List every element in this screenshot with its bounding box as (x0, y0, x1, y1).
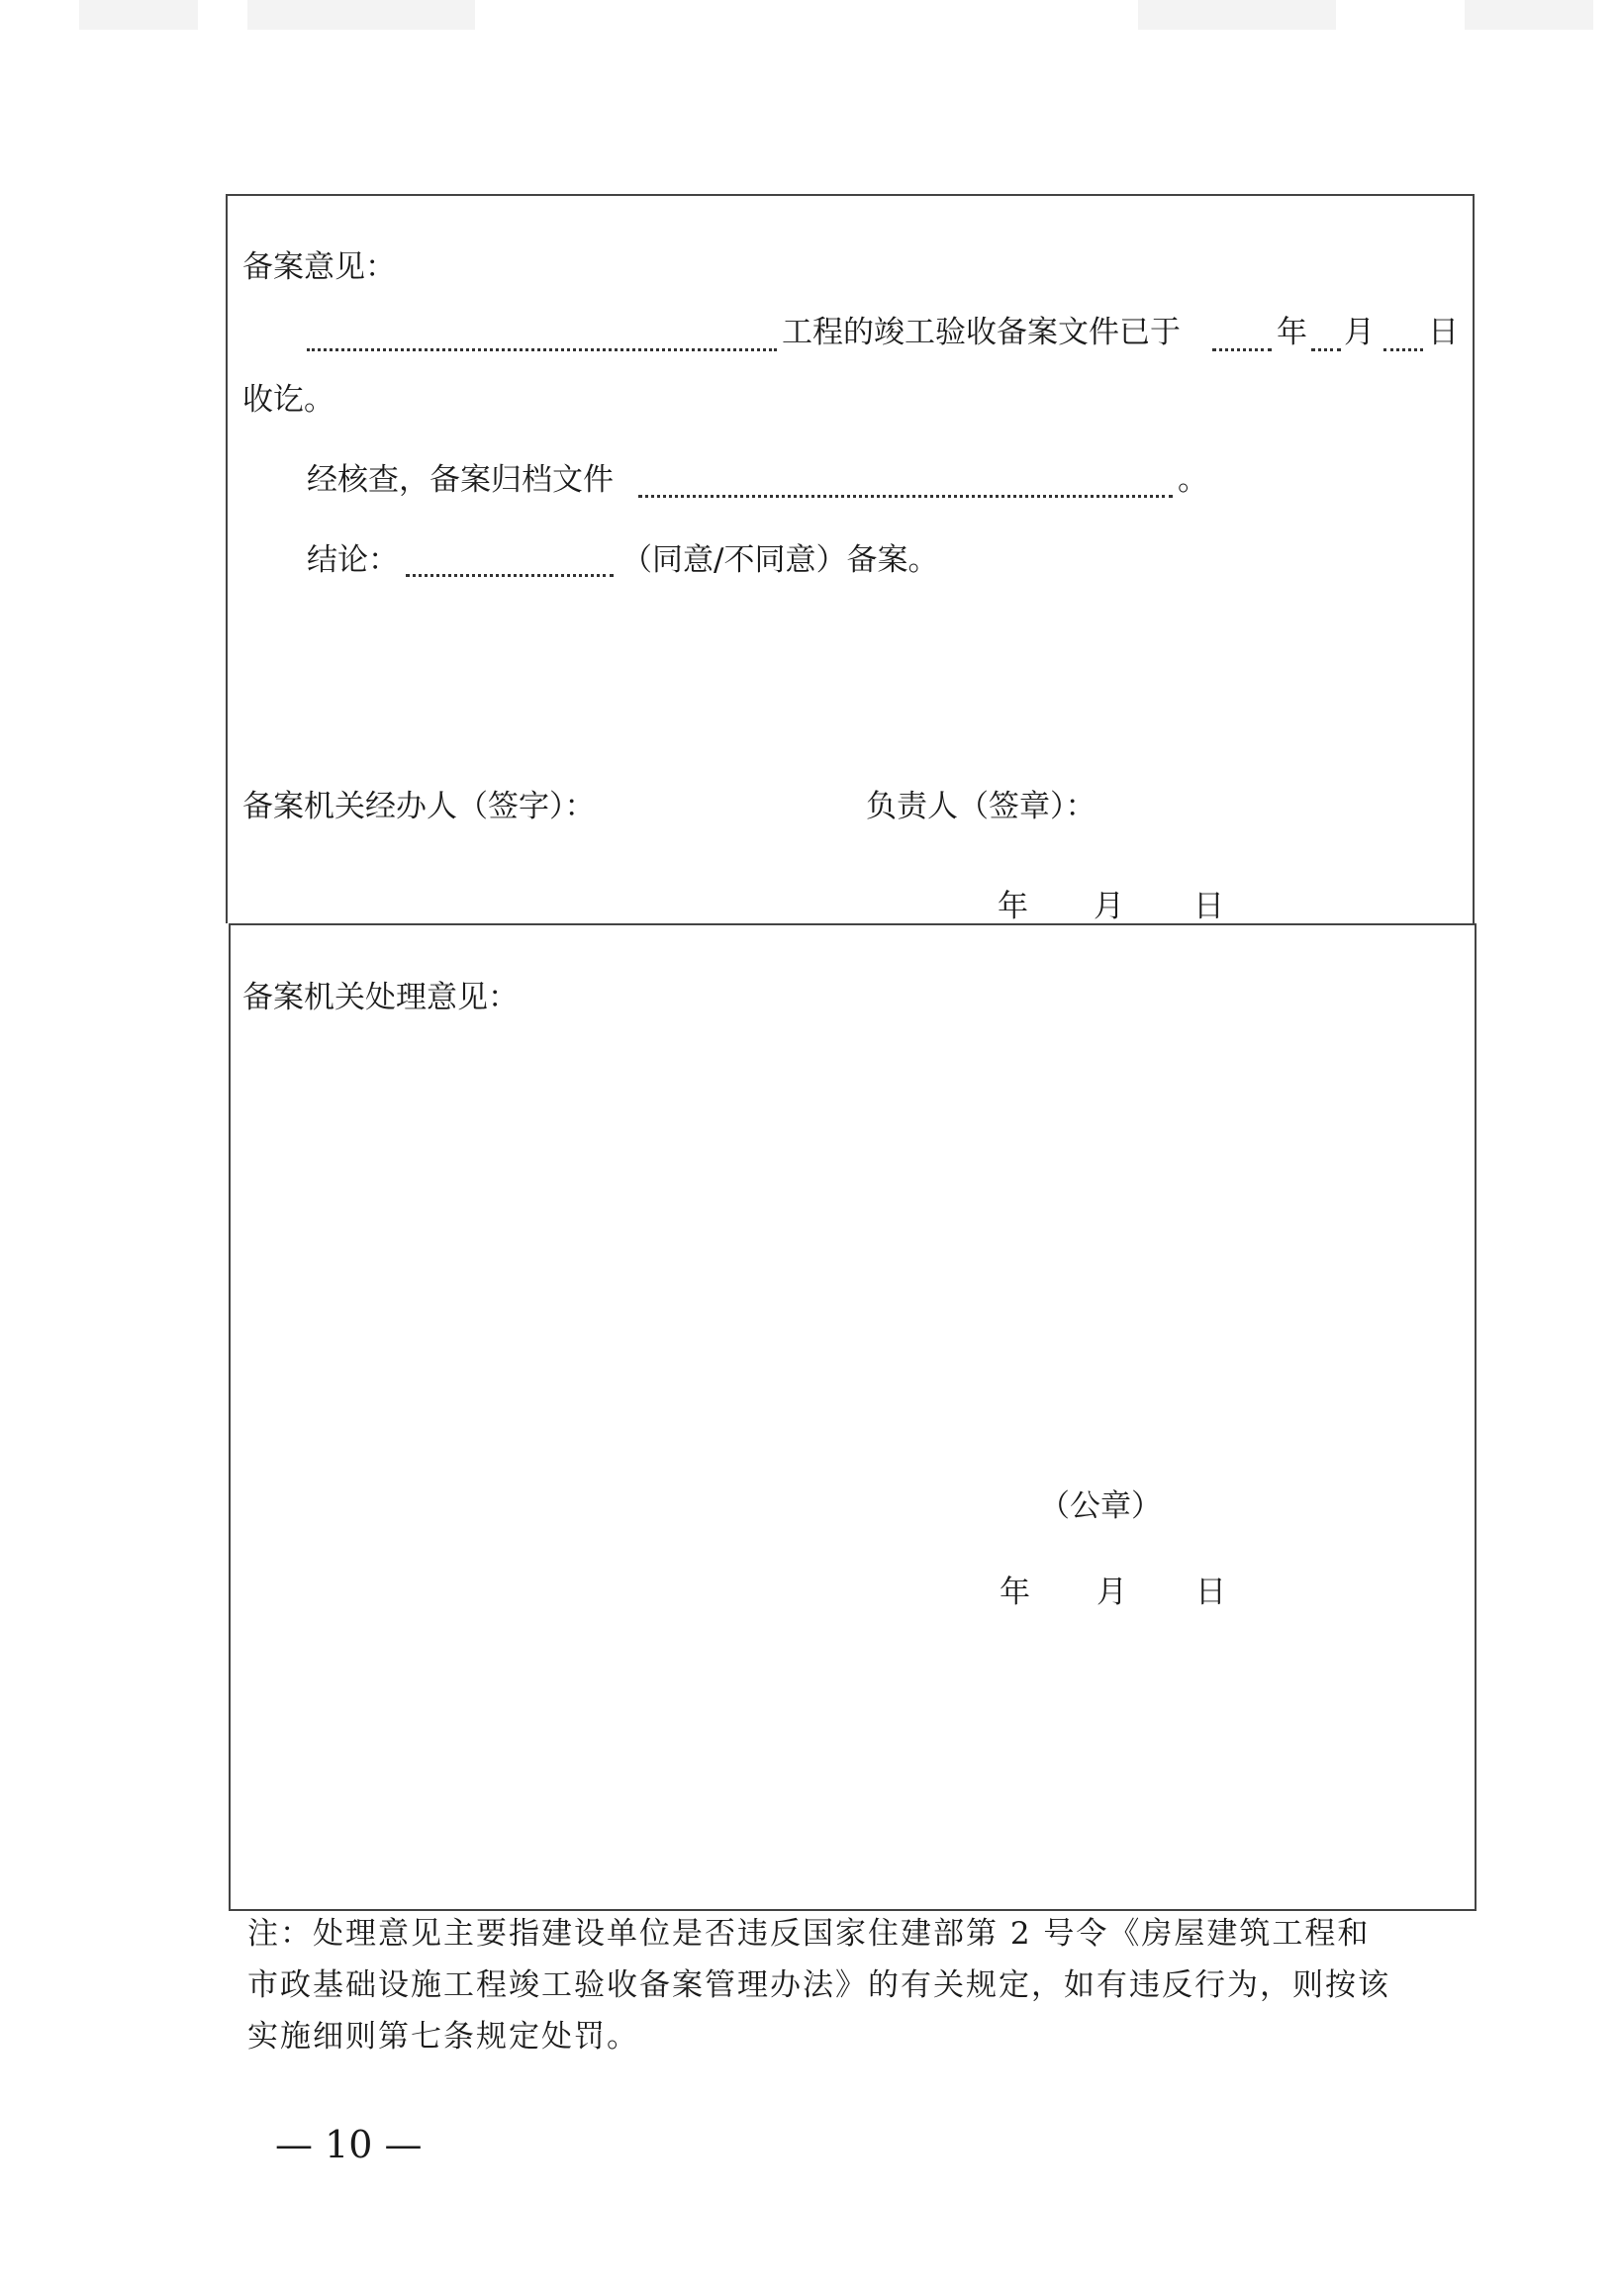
date-day: 日 (1193, 889, 1224, 924)
date-year: 年 (998, 889, 1028, 924)
official-seal-label: （公章） (1039, 1488, 1162, 1524)
day-label: 日 (1428, 315, 1459, 350)
scan-artifact (1465, 0, 1593, 30)
conclusion-suffix: （同意/不同意）备案。 (621, 542, 939, 578)
handler-signature-label: 备案机关经办人（签字）： (242, 789, 596, 824)
scan-artifact (247, 0, 475, 30)
received-text: 工程的竣工验收备案文件已于 (782, 315, 1181, 350)
day-blank[interactable] (1383, 348, 1423, 351)
processing-date-month: 月 (1096, 1575, 1127, 1610)
processing-opinion-label: 备案机关处理意见： (242, 980, 519, 1015)
conclusion-prefix: 结论： (307, 542, 399, 578)
project-name-blank[interactable] (307, 348, 777, 351)
filing-opinion-label: 备案意见： (242, 249, 396, 285)
received-end: 收讫。 (242, 382, 334, 418)
processing-opinion-section (229, 923, 1477, 1911)
year-blank[interactable] (1212, 348, 1272, 351)
year-label: 年 (1277, 315, 1307, 350)
checked-end: 。 (1178, 462, 1208, 498)
scan-artifact (1138, 0, 1336, 30)
page-number: — 10 — (275, 2123, 423, 2166)
footnote: 注：处理意见主要指建设单位是否违反国家住建部第 2 号令《房屋建筑工程和市政基础设施工程竣工验收备案管理办法》的有关规定，如有违反行为，则按该实施细则第七条规定处罚。 (247, 1916, 1390, 2055)
processing-date-year: 年 (1000, 1575, 1030, 1610)
archive-files-blank[interactable] (638, 495, 1173, 498)
processing-date-day: 日 (1195, 1575, 1226, 1610)
scan-artifact (79, 0, 198, 30)
checked-prefix: 经核查，备案归档文件 (307, 462, 614, 498)
responsible-signature-label: 负责人（签章）： (866, 789, 1096, 824)
conclusion-blank[interactable] (406, 574, 614, 577)
date-month: 月 (1094, 889, 1124, 924)
month-blank[interactable] (1311, 348, 1341, 351)
month-label: 月 (1344, 315, 1375, 350)
